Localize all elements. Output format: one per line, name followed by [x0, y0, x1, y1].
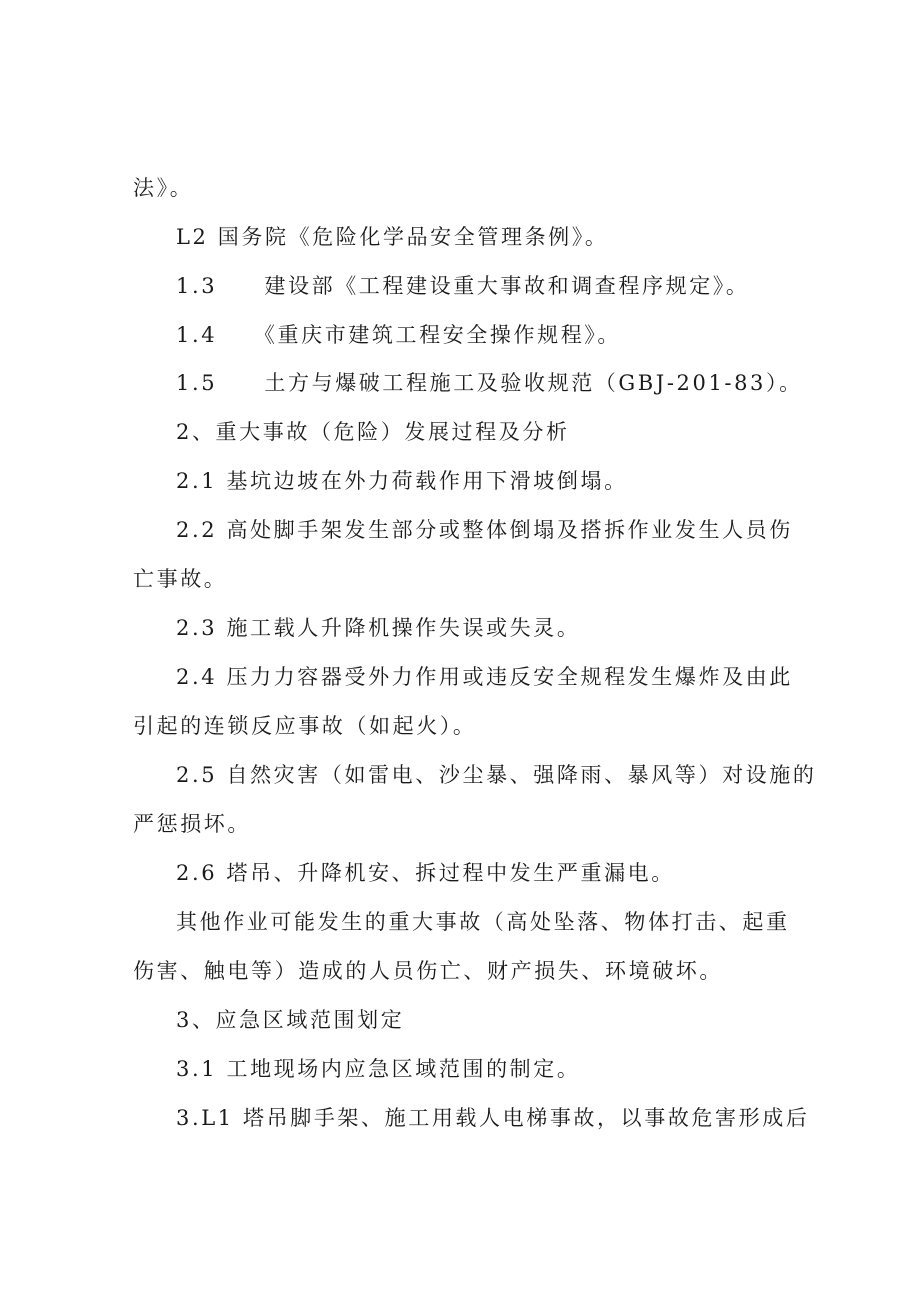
text-line: 2.3 施工载人升降机操作失误或失灵。 — [176, 616, 581, 640]
text-line: 法》。 — [133, 176, 194, 200]
section-heading: 3、应急区域范围划定 — [176, 1008, 405, 1032]
text-line: 2.4 压力力容器受外力作用或违反安全规程发生爆炸及由此 — [176, 665, 793, 689]
text-line: 1.5 土方与爆破工程施工及验收规范（GBJ-201-83）。 — [176, 371, 803, 395]
text-line: 2.1 基坑边坡在外力荷载作用下滑坡倒塌。 — [176, 469, 628, 493]
text-line: 其他作业可能发生的重大事故（高处坠落、物体打击、起重 — [176, 910, 790, 934]
text-line: L2 国务院《危险化学品安全管理条例》。 — [176, 225, 609, 249]
text-line: 1.3 建设部《工程建设重大事故和调查程序规定》。 — [176, 274, 750, 298]
text-line: 2.2 高处脚手架发生部分或整体倒塌及搭拆作业发生人员伤 — [176, 518, 793, 542]
text-line: 2.5 自然灾害（如雷电、沙尘暴、强降雨、暴风等）对设施的 — [176, 763, 817, 787]
section-heading: 2、重大事故（危险）发展过程及分析 — [176, 420, 570, 444]
text-line: 1.4 《重庆市建筑工程安全操作规程》。 — [176, 323, 621, 347]
text-line: 伤害、触电等）造成的人员伤亡、财产损失、环境破坏。 — [133, 959, 723, 983]
text-line: 引起的连锁反应事故（如起火）。 — [133, 714, 477, 738]
text-line: 3.L1 塔吊脚手架、施工用载人电梯事故，以事故危害形成后 — [176, 1106, 810, 1130]
text-line: 严惩损坏。 — [133, 812, 251, 836]
text-line: 亡事故。 — [133, 567, 228, 591]
text-line: 2.6 塔吊、升降机安、拆过程中发生严重漏电。 — [176, 861, 675, 885]
text-line: 3.1 工地现场内应急区域范围的制定。 — [176, 1057, 581, 1081]
